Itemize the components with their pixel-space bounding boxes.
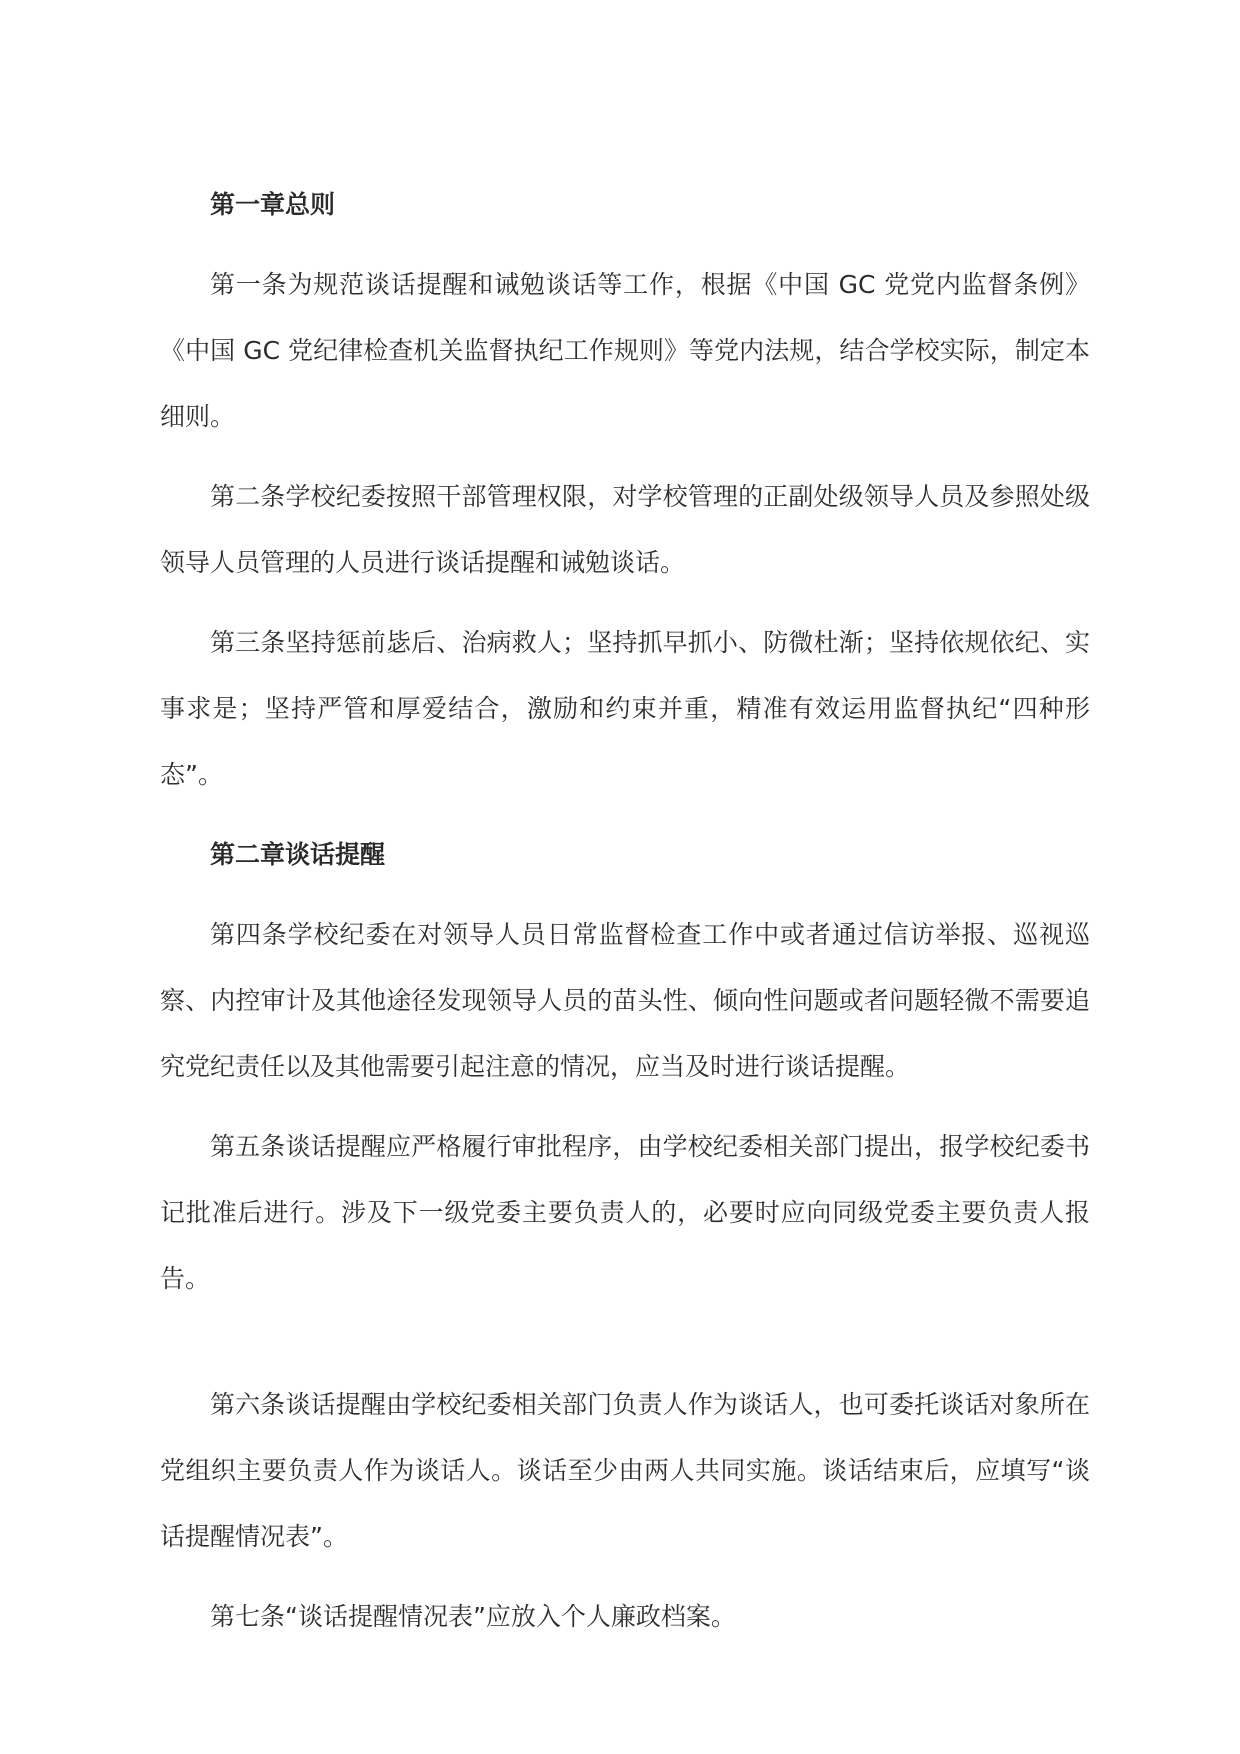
document-body bbox=[160, 172, 1090, 1664]
article-1: 第一条为规范谈话提醒和诫勉谈话等工作，根据《中国 GC 党党内监督条例》《中国 GC 党纪律检查机关监督执纪工作规则》等党内法规，结合学校实际，制定本细则。 bbox=[160, 270, 1090, 431]
article-4: 第四条学校纪委在对领导人员日常监督检查工作中或者通过信访举报、巡视巡察、内控审计及其他途径发现领导人员的苗头性、倾向性问题或者问题轻微不需要追究党纪责任以及其他需要引起注意的情况，应当及时进行谈话提醒。 bbox=[160, 920, 1090, 1081]
article-6: 第六条谈话提醒由学校纪委相关部门负责人作为谈话人，也可委托谈话对象所在党组织主要负责人作为谈话人。谈话至少由两人共同实施。谈话结束后，应填写“谈话提醒情况表”。 bbox=[160, 1390, 1090, 1551]
article-2: 第二条学校纪委按照干部管理权限，对学校管理的正副处级领导人员及参照处级领导人员管理的人员进行谈话提醒和诫勉谈话。 bbox=[160, 482, 1090, 577]
article-3: 第三条坚持惩前毖后、治病救人；坚持抓早抓小、防微杜渐；坚持依规依纪、实事求是；坚持严管和厚爱结合，激励和约束并重，精准有效运用监督执纪“四种形态”。 bbox=[160, 628, 1090, 789]
chapter-heading-1: 第一章总则 bbox=[210, 190, 336, 219]
article-7: 第七条“谈话提醒情况表”应放入个人廉政档案。 bbox=[210, 1602, 736, 1631]
article-5: 第五条谈话提醒应严格履行审批程序，由学校纪委相关部门提出，报学校纪委书记批准后进行。涉及下一级党委主要负责人的，必要时应向同级党委主要负责人报告。 bbox=[160, 1132, 1090, 1293]
chapter-heading-2: 第二章谈话提醒 bbox=[210, 840, 386, 869]
